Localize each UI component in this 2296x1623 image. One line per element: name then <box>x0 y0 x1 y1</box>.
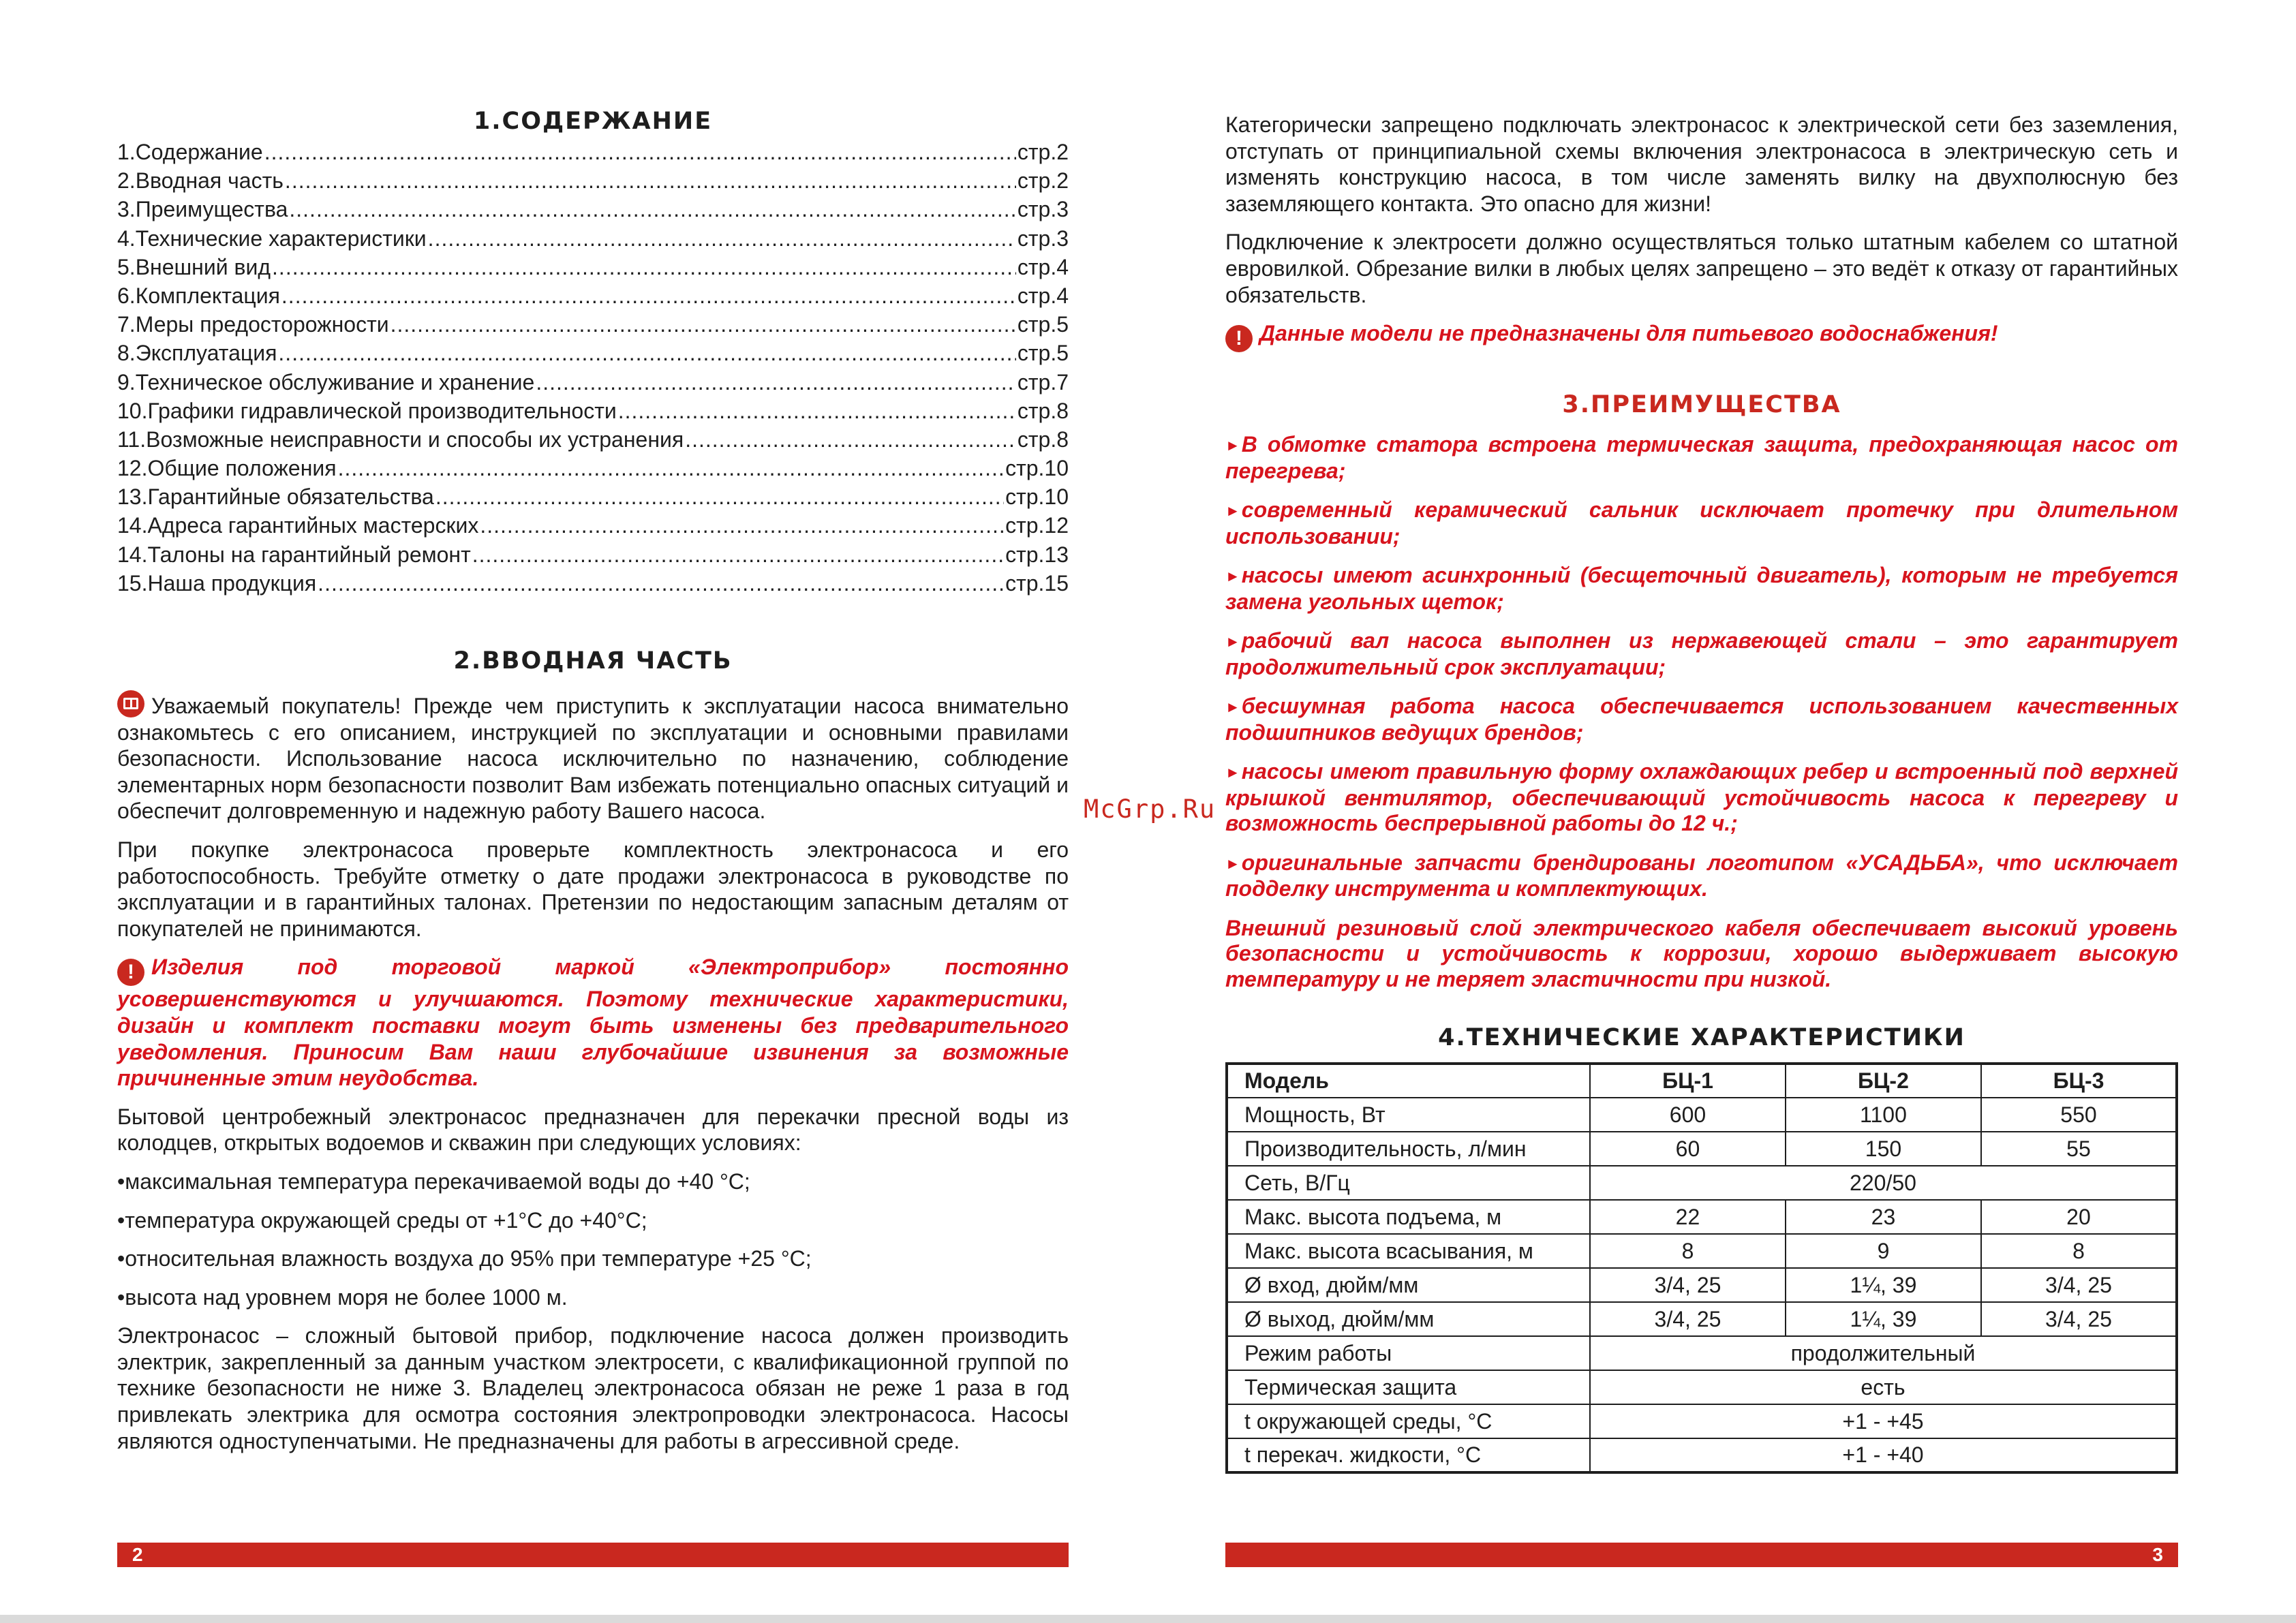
toc-item <box>117 511 1069 540</box>
advantage-item: ►насосы имеют правильную форму охлаждающих ребер и встроенный под верхней крышкой вентилятор, обеспечивающий устойчивость насоса к перегреву и возможность беспрерывной работы до 12 ч.; <box>1225 759 2178 835</box>
toc-leader-dots <box>281 281 1016 310</box>
toc-item <box>117 224 1069 253</box>
toc-item-page: стр.2 <box>1017 140 1069 164</box>
toc-item <box>117 310 1069 339</box>
toc-item-title: 14.Талоны на гарантийный ремонт <box>117 542 471 567</box>
spec-row <box>1227 1302 2177 1336</box>
toc-item-page: стр.7 <box>1017 369 1069 395</box>
toc-leader-dots <box>536 368 1016 397</box>
safety-section <box>1225 112 2178 352</box>
toc-item-page: стр.5 <box>1017 341 1069 366</box>
spec-value-cell: 1100 <box>1786 1098 1981 1132</box>
toc-item <box>117 195 1069 223</box>
spec-header-row <box>1227 1064 2177 1098</box>
toc-item <box>117 253 1069 281</box>
toc-leader-dots <box>318 569 1004 598</box>
toc-item-title: 11.Возможные неисправности и способы их устранения <box>117 427 684 452</box>
spec-header-cell: БЦ-2 <box>1786 1064 1981 1098</box>
exclamation-icon: ! <box>1225 325 1253 352</box>
arrow-bullet-icon: ► <box>1225 698 1240 715</box>
toc-item-page: стр.4 <box>1017 254 1069 279</box>
toc-leader-dots <box>428 224 1016 253</box>
spec-header-cell: БЦ-1 <box>1590 1064 1786 1098</box>
toc-item <box>117 138 1069 166</box>
spec-param-cell: Макс. высота всасывания, м <box>1227 1234 1590 1268</box>
toc-leader-dots <box>285 166 1016 195</box>
toc-item <box>117 540 1069 569</box>
toc-item-title: 8.Эксплуатация <box>117 341 277 366</box>
toc-item-page: стр.3 <box>1017 226 1069 251</box>
advantage-item: ►оригинальные запчасти брендированы логотипом «УСАДЬБА», что исключает подделку инструмента и комплектующих. <box>1225 850 2178 901</box>
advantage-item: ►рабочий вал насоса выполнен из нержавеющей стали – это гарантирует продолжительный срок эксплуатации; <box>1225 628 2178 679</box>
arrow-bullet-icon: ► <box>1225 568 1240 585</box>
bottom-strip <box>0 1615 2296 1623</box>
spec-value-cell: 20 <box>1981 1200 2177 1234</box>
spec-row <box>1227 1336 2177 1370</box>
toc-leader-dots <box>338 454 1005 482</box>
watermark: McGrp.Ru <box>1084 794 1216 824</box>
right-page <box>1225 0 2178 1623</box>
intro-paragraph-1: Уважаемый покупатель! Прежде чем приступить к эксплуатации насоса внимательно ознакомьтесь с его описанием, инструкцией по эксплуатации и основными правилами безопасности. Использование насоса исключительно по назначению, соблюдение элементарных норм безопасности позволит Вам избежать потенциально опасных ситуаций и обеспечит долговременную и надежную работу Вашего насоса. <box>117 690 1069 824</box>
arrow-bullet-icon: ► <box>1225 854 1240 872</box>
toc-item <box>117 425 1069 454</box>
toc-item-page: стр.3 <box>1017 197 1069 222</box>
spec-param-cell: Мощность, Вт <box>1227 1098 1590 1132</box>
toc-item <box>117 397 1069 425</box>
advantages-heading: 3.ПРЕИМУЩЕСТВА <box>1562 391 1841 418</box>
spec-param-cell: Термическая защита <box>1227 1370 1590 1404</box>
toc-item-title: 13.Гарантийные обязательства <box>117 484 434 510</box>
spec-param-cell: Сеть, В/Гц <box>1227 1166 1590 1200</box>
advantage-item: ►бесшумная работа насоса обеспечивается использованием качественных подшипников ведущих брендов; <box>1225 694 2178 745</box>
spec-value-cell: 220/50 <box>1590 1166 2177 1200</box>
toc-item-title: 9.Техническое обслуживание и хранение <box>117 369 535 395</box>
condition-item: •максимальная температура перекачиваемой воды до +40 °С; <box>117 1169 750 1194</box>
toc-item-page: стр.15 <box>1005 570 1069 596</box>
table-of-contents <box>117 138 1069 598</box>
toc-item-page: стр.10 <box>1005 456 1069 481</box>
spec-value-cell: 3/4, 25 <box>1590 1302 1786 1336</box>
spec-param-cell: Ø выход, дюйм/мм <box>1227 1302 1590 1336</box>
spec-value-cell: 55 <box>1981 1132 2177 1166</box>
exclamation-icon: ! <box>117 959 144 986</box>
spec-row <box>1227 1132 2177 1166</box>
spec-value-cell: 60 <box>1590 1132 1786 1166</box>
toc-item-title: 10.Графики гидравлической производительности <box>117 398 617 423</box>
spec-row <box>1227 1404 2177 1438</box>
condition-item: •относительная влажность воздуха до 95% при температуре +25 °С; <box>117 1246 812 1271</box>
toc-item-page: стр.8 <box>1017 427 1069 452</box>
page-number: 3 <box>2152 1544 2163 1565</box>
toc-item-title: 12.Общие положения <box>117 456 337 481</box>
toc-item-page: стр.10 <box>1005 484 1069 510</box>
condition-item: •высота над уровнем моря не более 1000 м. <box>117 1284 568 1310</box>
spec-param-cell: t перекач. жидкости, °С <box>1227 1438 1590 1472</box>
intro-paragraph-4: Электронасос – сложный бытовой прибор, подключение насоса должен производить электрик, закрепленный за данным участком электросети, с квалификационной группой по технике безопасности не ниже 3. Владелец электронасоса обязан не реже 1 раза в год привлекать электрика для осмотра состояния электропроводки электронасоса. Насосы являются одноступенчатыми. Не предназначены для работы в агрессивной среде. <box>117 1323 1069 1453</box>
spec-row <box>1227 1370 2177 1404</box>
toc-leader-dots <box>480 511 1004 540</box>
toc-leader-dots <box>435 482 1004 511</box>
condition-item: •температура окружающей среды от +1°С до +40°С; <box>117 1207 647 1233</box>
spec-param-cell: Режим работы <box>1227 1336 1590 1370</box>
spec-value-cell: 8 <box>1981 1234 2177 1268</box>
spec-value-cell: 8 <box>1590 1234 1786 1268</box>
toc-item-title: 2.Вводная часть <box>117 168 284 194</box>
spec-param-cell: Производительность, л/мин <box>1227 1132 1590 1166</box>
intro-paragraph-2: При покупке электронасоса проверьте комплектность электронасоса и его работоспособность. Требуйте отметку о дате продажи электронасоса в руководстве по эксплуатации и в гарантийных талонах. Претензии по недостающим запасным деталям от покупателей не принимаются. <box>117 837 1069 941</box>
spec-value-cell: +1 - +40 <box>1590 1438 2177 1472</box>
spec-value-cell: есть <box>1590 1370 2177 1404</box>
spec-row <box>1227 1098 2177 1132</box>
toc-leader-dots <box>391 310 1016 339</box>
book-icon <box>117 690 144 717</box>
toc-item-page: стр.2 <box>1017 168 1069 194</box>
arrow-bullet-icon: ► <box>1225 633 1240 650</box>
spec-row <box>1227 1438 2177 1472</box>
toc-item-title: 4.Технические характеристики <box>117 226 427 251</box>
spec-value-cell: 150 <box>1786 1132 1981 1166</box>
spec-value-cell: 3/4, 25 <box>1981 1268 2177 1302</box>
intro-warning: ! Изделия под торговой маркой «Электроприбор» постоянно усовершенствуются и улучшаются. Поэтому технические характеристики, дизайн и комплект поставки могут быть изменены без предварительного уведомления. Приносим Вам наши глубочайшие извинения за возможные причиненные этим неудобства. <box>117 955 1069 1091</box>
spec-table <box>1225 1062 2178 1474</box>
intro-heading: 2.ВВОДНАЯ ЧАСТЬ <box>453 647 733 675</box>
advantages-list <box>1225 432 2178 992</box>
footer-bar-right <box>1225 1543 2178 1567</box>
spec-value-cell: 550 <box>1981 1098 2177 1132</box>
spec-value-cell: 9 <box>1786 1234 1981 1268</box>
spec-row <box>1227 1234 2177 1268</box>
advantage-item: ►насосы имеют асинхронный (бесщеточный двигатель), которым не требуется замена угольных щеток; <box>1225 563 2178 614</box>
toc-leader-dots <box>272 253 1016 281</box>
toc-leader-dots <box>685 425 1016 454</box>
spec-param-cell: t окружающей среды, °С <box>1227 1404 1590 1438</box>
toc-item <box>117 454 1069 482</box>
toc-leader-dots <box>278 339 1015 367</box>
spec-row <box>1227 1200 2177 1234</box>
toc-item-page: стр.12 <box>1005 513 1069 538</box>
toc-item-page: стр.13 <box>1005 542 1069 567</box>
toc-item-page: стр.4 <box>1017 283 1069 308</box>
toc-item <box>117 166 1069 195</box>
spec-row <box>1227 1166 2177 1200</box>
toc-item <box>117 339 1069 367</box>
footer-bar-left <box>117 1543 1069 1567</box>
spec-value-cell: +1 - +45 <box>1590 1404 2177 1438</box>
toc-item <box>117 482 1069 511</box>
toc-item-page: стр.8 <box>1017 398 1069 423</box>
safety-paragraph-2: Подключение к электросети должно осуществляться только штатным кабелем со штатной евровилкой. Обрезание вилки в любых целях запрещено – это ведёт к отказу от гарантийных обязательств. <box>1225 230 2178 307</box>
page-number: 2 <box>132 1544 143 1565</box>
spec-param-cell: Макс. высота подъема, м <box>1227 1200 1590 1234</box>
spec-param-cell: Ø вход, дюйм/мм <box>1227 1268 1590 1302</box>
toc-leader-dots <box>618 397 1016 425</box>
advantage-item: ►современный керамический сальник исключает протечку при длительном использовании; <box>1225 497 2178 548</box>
cable-note: Внешний резиновый слой электрического кабеля обеспечивает высокий уровень безопасности и устойчивость к коррозии, хорошо выдерживает высокую температуру и не теряет эластичности при низкой. <box>1225 915 2178 991</box>
toc-item-title: 6.Комплектация <box>117 283 280 308</box>
spec-value-cell: 1¼, 39 <box>1786 1302 1981 1336</box>
spec-value-cell: 23 <box>1786 1200 1981 1234</box>
intro-paragraph-3: Бытовой центробежный электронасос предназначен для перекачки пресной воды из колодцев, открытых водоемов и скважин при следующих условиях: <box>117 1104 1069 1156</box>
spec-value-cell: 3/4, 25 <box>1981 1302 2177 1336</box>
toc-leader-dots <box>289 195 1015 223</box>
toc-item-title: 7.Меры предосторожности <box>117 312 389 337</box>
toc-item <box>117 368 1069 397</box>
spec-header-cell: БЦ-3 <box>1981 1064 2177 1098</box>
arrow-bullet-icon: ► <box>1225 502 1240 519</box>
toc-item-page: стр.5 <box>1017 312 1069 337</box>
spec-row <box>1227 1268 2177 1302</box>
drinking-water-warning: ! Данные модели не предназначены для питьевого водоснабжения! <box>1225 320 2178 352</box>
toc-item-title: 14.Адреса гарантийных мастерских <box>117 513 479 538</box>
spec-value-cell: 3/4, 25 <box>1590 1268 1786 1302</box>
toc-item-title: 3.Преимущества <box>117 197 288 222</box>
toc-leader-dots <box>472 540 1004 569</box>
spec-value-cell: 22 <box>1590 1200 1786 1234</box>
spec-heading: 4.ТЕХНИЧЕСКИЕ ХАРАКТЕРИСТИКИ <box>1438 1024 1965 1051</box>
toc-leader-dots <box>264 138 1016 166</box>
toc-item-title: 15.Наша продукция <box>117 570 317 596</box>
intro-section <box>117 690 1069 1454</box>
left-page <box>117 0 1069 1623</box>
spec-value-cell: 1¼, 39 <box>1786 1268 1981 1302</box>
spec-value-cell: продолжительный <box>1590 1336 2177 1370</box>
toc-item <box>117 281 1069 310</box>
arrow-bullet-icon: ► <box>1225 437 1240 454</box>
advantage-item: ►В обмотке статора встроена термическая защита, предохраняющая насос от перегрева; <box>1225 432 2178 483</box>
toc-item-title: 1.Содержание <box>117 140 263 164</box>
toc-heading: 1.СОДЕРЖАНИЕ <box>473 108 713 135</box>
toc-item <box>117 569 1069 598</box>
arrow-bullet-icon: ► <box>1225 764 1240 781</box>
spec-header-cell: Модель <box>1227 1064 1590 1098</box>
safety-paragraph-1: Категорически запрещено подключать электронасос к электрической сети без заземления, отступать от принципиальной схемы включения электронасоса в электрическую сеть и изменять конструкцию насоса, в том числе заменять вилку на двухполюсную без заземляющего контакта. Это опасно для жизни! <box>1225 112 2178 216</box>
toc-item-title: 5.Внешний вид <box>117 254 271 279</box>
spec-value-cell: 600 <box>1590 1098 1786 1132</box>
